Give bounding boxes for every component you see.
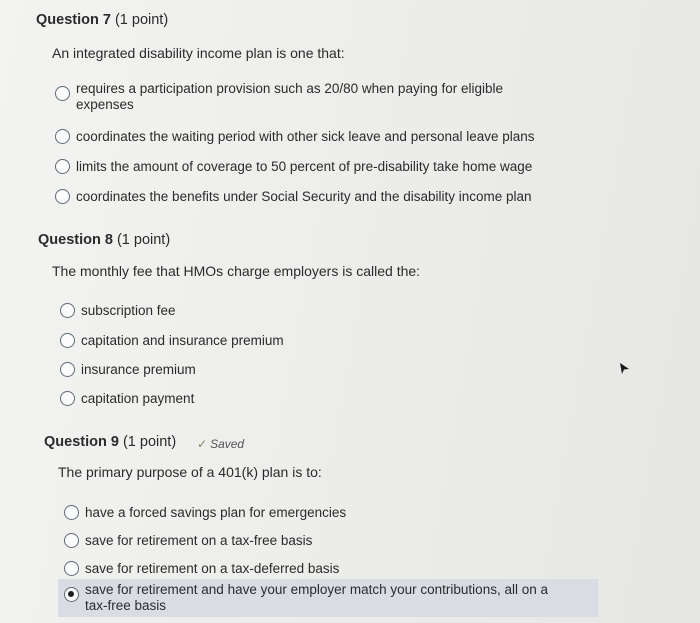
question-8-title: [38, 232, 170, 248]
question-8-option-3[interactable]: [60, 362, 196, 378]
radio-button[interactable]: [64, 505, 79, 520]
radio-button[interactable]: [55, 129, 70, 144]
question-7-text: An integrated disability income plan is one that:: [52, 45, 345, 61]
question-points: (1 point): [122, 434, 177, 450]
question-9-text: The primary purpose of a 401(k) plan is to:: [58, 464, 322, 480]
radio-button[interactable]: [64, 533, 79, 548]
option-label: capitation and insurance premium: [81, 333, 284, 348]
question-title: Question 8: [38, 232, 113, 248]
option-label: save for retirement and have your employer match your contributions, all on a tax-free basis: [85, 582, 548, 613]
question-8-option-2[interactable]: [60, 333, 284, 349]
radio-button[interactable]: [60, 333, 75, 348]
checkmark-icon: ✓: [197, 437, 208, 451]
radio-button-selected[interactable]: [64, 587, 79, 602]
option-label: requires a participation provision such as 20/80 when paying for eligible expenses: [76, 81, 504, 112]
option-label: save for retirement on a tax-deferred basis: [85, 561, 340, 576]
option-label: insurance premium: [81, 362, 196, 377]
radio-button[interactable]: [60, 303, 75, 318]
mouse-cursor-icon: [618, 362, 630, 376]
option-label: save for retirement on a tax-free basis: [85, 533, 313, 548]
question-7-option-2[interactable]: [55, 129, 535, 145]
question-7-title: [36, 12, 168, 28]
question-7-option-4[interactable]: [55, 189, 532, 205]
question-points: (1 point): [116, 232, 171, 248]
option-label: capitation payment: [81, 391, 195, 406]
question-9-option-4[interactable]: [64, 582, 548, 614]
radio-button[interactable]: [55, 189, 70, 204]
option-label: coordinates the waiting period with other sick leave and personal leave plans: [76, 129, 535, 144]
saved-label: Saved: [210, 437, 245, 451]
question-title: Question 7: [36, 12, 111, 28]
option-label: subscription fee: [81, 303, 176, 318]
question-8-option-1[interactable]: [60, 303, 176, 319]
saved-indicator: [197, 437, 244, 451]
question-title: Question 9: [44, 434, 119, 450]
question-9-option-1[interactable]: [64, 505, 346, 521]
question-9-option-3[interactable]: [64, 561, 339, 577]
option-label: limits the amount of coverage to 50 percent of pre-disability take home wage: [76, 159, 533, 174]
question-7-option-3[interactable]: [55, 159, 532, 175]
option-label: have a forced savings plan for emergencies: [85, 505, 347, 520]
question-points: (1 point): [114, 12, 169, 28]
question-8-text: The monthly fee that HMOs charge employers is called the:: [52, 263, 421, 279]
radio-button[interactable]: [55, 86, 70, 101]
question-8-option-4[interactable]: [60, 391, 194, 407]
question-9-title: [44, 434, 176, 450]
radio-button[interactable]: [60, 362, 75, 377]
option-label: coordinates the benefits under Social Security and the disability income plan: [76, 189, 532, 204]
radio-button[interactable]: [64, 561, 79, 576]
radio-button[interactable]: [60, 391, 75, 406]
question-7-option-1[interactable]: [55, 81, 503, 113]
radio-button[interactable]: [55, 159, 70, 174]
question-9-option-2[interactable]: [64, 533, 312, 549]
